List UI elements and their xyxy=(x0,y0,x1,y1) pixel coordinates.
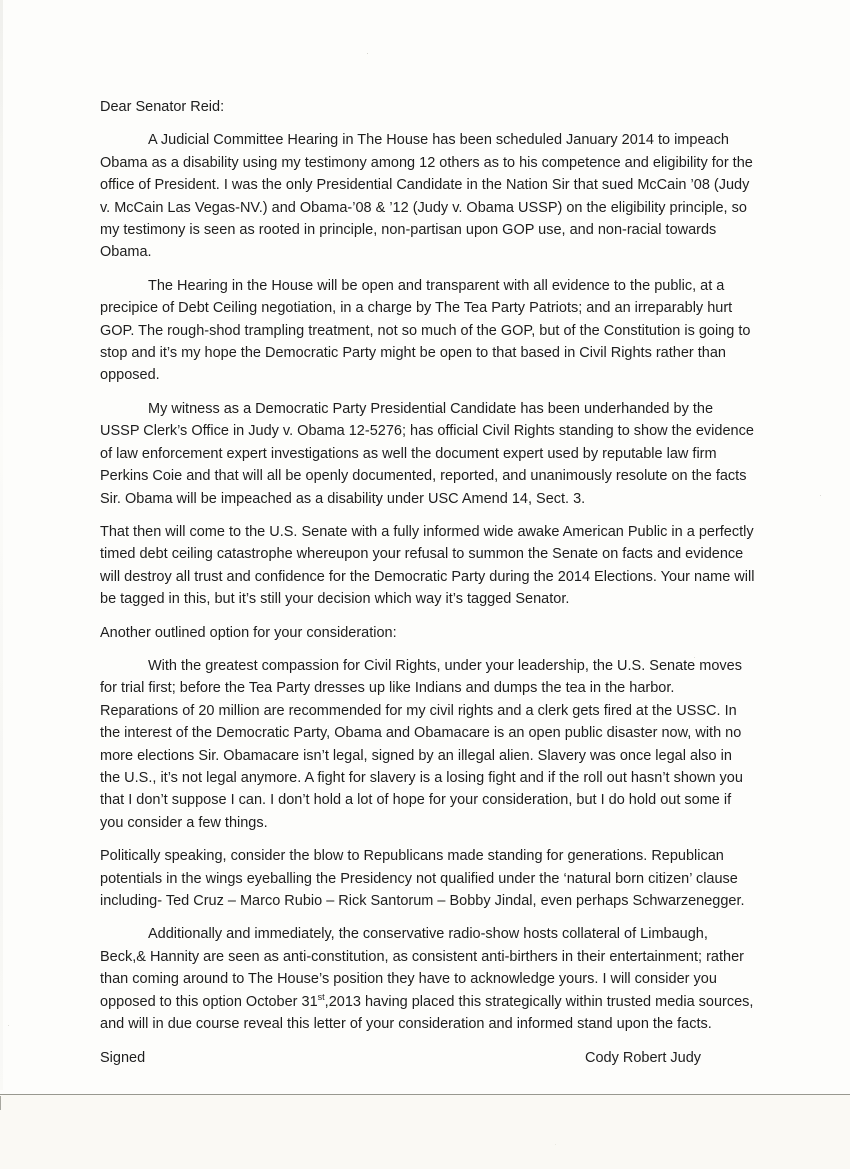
scan-noise-specks xyxy=(0,0,1,1)
superscript-st: st xyxy=(317,991,325,1002)
scan-edge-noise xyxy=(0,0,3,1090)
scanner-background-strip xyxy=(0,1095,850,1169)
letter-body xyxy=(100,96,755,1067)
paragraph-politically-speaking: Politically speaking, consider the blow to Republicans made standing for generations. Republican potentials in the wings eyeballing the Presidency not qualified under the ‘natural born citizen’ clause including- Ted Cruz – Marco Rubio – Rick Santorum – Bobby Jindal, even perhaps Schwarzenegger. xyxy=(100,848,745,909)
paragraph-compassion: With the greatest compassion for Civil Rights, under your leadership, the U.S. Senate moves for trial first; before the Tea Party dresses up like Indians and dumps the tea in the harbor. Reparations of 20 million are recommended for my civil rights and a clerk gets fired at the USSC. In the interest of the Democratic Party, Obama and Obamacare is an open public disaster now, with no more elections Sir. Obamacare isn’t legal, signed by an illegal alien. Slavery was once legal also in the U.S., it’s not legal anymore. A fight for slavery is a losing fight and if the roll out hasn’t shown you that I don’t suppose I can. I don’t hold a lot of hope for your consideration, but I do hold out some if you consider a few things. xyxy=(100,657,743,831)
signature-left-fragment: Signed xyxy=(100,1050,146,1067)
signature-line-cutoff xyxy=(100,1047,755,1067)
paragraph-senate: That then will come to the U.S. Senate with a fully informed wide awake American Public in a perfectly timed debt ceiling catastrophe whereupon your refusal to summon the Senate on facts and evidence will destroy all trust and confidence for the Democratic Party during the 2014 Elections. Your name will be tagged in this, but it’s still your decision which way it’s tagged Senator. xyxy=(100,523,755,608)
scan-edge-tick xyxy=(0,1096,1,1110)
paragraph-hearing-open: The Hearing in the House will be open and transparent with all evidence to the public, at a precipice of Debt Ceiling negotiation, in a charge by The Tea Party Patriots; and an irreparably hurt GOP. The rough-shod trampling treatment, not so much of the GOP, but of the Constitution is going to stop and it’s my hope the Democratic Party might be open to that based in Civil Rights rather than opposed. xyxy=(100,277,751,384)
signature-name-fragment: Cody Robert Judy xyxy=(585,1050,702,1067)
paragraph-judicial-hearing: A Judicial Committee Hearing in The House has been scheduled January 2014 to impeach Obama as a disability using my testimony among 12 others as to his competence and eligibility for the office of President. I was the only Presidential Candidate in the Nation Sir that sued McCain ’08 (Judy v. McCain Las Vegas-NV.) and Obama-’08 & ’12 (Judy v. Obama USSP) on the eligibility principle, so my testimony is seen as rooted in principle, non-partisan upon GOP use, and non-racial towards Obama. xyxy=(100,132,753,261)
paragraph-additionally-text-before: Additionally and immediately, the conservative radio-show hosts collateral of Limbaugh, Beck,& Hannity are seen as anti-constitution, as consistent anti-birthers in their entertainment; rather than coming around to The House’s position they have to acknowledge yours. I will consider you opposed to this option October 31 xyxy=(100,926,744,1010)
salutation: Dear Senator Reid: xyxy=(100,99,225,115)
paragraph-additionally-text-after: ,2013 having placed this strategically within trusted media sources, and will in due course reveal this letter of your consideration and informed stand upon the facts. xyxy=(100,993,754,1033)
paragraph-witness: My witness as a Democratic Party Presidential Candidate has been underhanded by the USSP Clerk’s Office in Judy v. Obama 12-5276; has official Civil Rights standing to show the evidence of law enforcement expert investigations as well the document expert used by reputable law firm Perkins Coie and that will all be openly documented, reported, and unanimously resolute on the facts Sir. Obama will be impeached as a disability under USC Amend 14, Sect. 3. xyxy=(100,400,754,507)
paragraph-option-heading: Another outlined option for your consideration: xyxy=(100,624,397,641)
paragraph-additionally xyxy=(100,923,755,1035)
